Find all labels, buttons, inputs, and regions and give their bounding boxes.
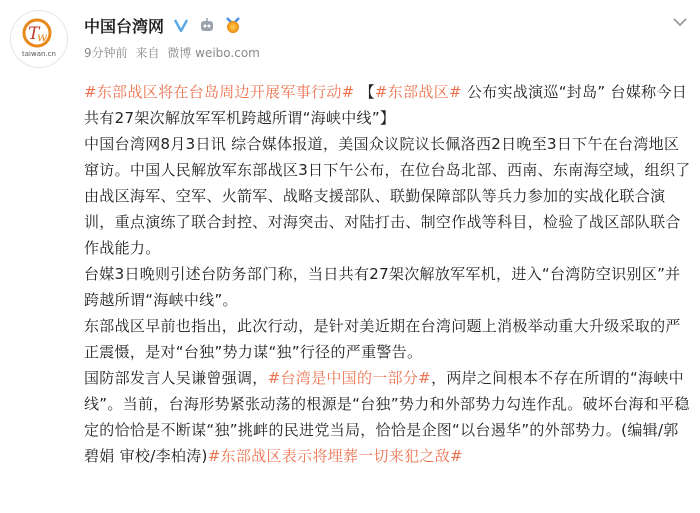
paragraph — [84, 365, 692, 469]
topic-link[interactable]: #东部战区# — [374, 83, 462, 101]
post-header — [0, 0, 700, 78]
paragraph-text: ，两岸之间根本不存在所谓的“海峡中线”。当前，台海形势紧张动荡的根源是“台独”势力和外部势力勾连作乱。破坏台海和平稳定的恰恰是不断谋“独”挑衅的民进党当局，恰恰是企图“以台遏华”的外部势力。(编辑/郭碧娟 审校/李柏涛) — [84, 369, 690, 465]
post-headline — [84, 79, 692, 131]
source-prefix: 来自 — [135, 46, 160, 60]
paragraph: 中国台湾网8月3日讯 综合媒体报道，美国众议院议长佩洛西2日晚至3日下午在台湾地区窜访。中国人民解放军东部战区3日下午公布，在位台岛北部、西南、东南海空域，组织了由战区海军、空军、火箭军、战略支援部队、联勤保障部队等兵力参加的实战化联合演训，重点演练了联合封控、对海突击、对陆打击、制空作战等科目，检验了战区部队联合作战能力。 — [84, 135, 691, 257]
robot-badge-icon — [198, 16, 216, 34]
headline-text: 公布实战演巡“封岛” 台媒称今日共有27架次解放军军机跨越所谓“海峡中线”】 — [84, 83, 688, 127]
post-time[interactable]: 9分钟前 — [84, 46, 128, 60]
paragraph-text: 国防部发言人吴谦曾强调， — [84, 369, 268, 387]
paragraph: 台媒3日晚则引述台防务部门称，当日共有27架次解放军军机，进入“台湾防空识别区”并跨越所谓“海峡中线”。 — [84, 265, 681, 309]
topic-link[interactable]: #东部战区将在台岛周边开展军事行动# — [84, 83, 355, 101]
verified-icon — [172, 16, 190, 34]
chevron-down-icon[interactable] — [670, 12, 690, 32]
topic-link[interactable]: #东部战区表示将埋葬一切来犯之敌# — [207, 447, 463, 465]
paragraph: 东部战区早前也指出，此次行动，是针对美近期在台湾问题上消极举动重大升级采取的严正震慑，是对“台独”势力谋“独”行径的严重警告。 — [84, 317, 681, 361]
taiwan-cn-logo-icon — [11, 11, 67, 67]
name-row — [84, 12, 242, 38]
medal-badge-icon — [224, 16, 242, 34]
svg-text:T: T — [28, 24, 40, 44]
logo-caption: taiwan.cn — [22, 50, 56, 58]
avatar[interactable] — [10, 10, 68, 68]
post-source: 微博 weibo.com — [167, 46, 260, 60]
post-body — [84, 79, 692, 469]
svg-text:w: w — [37, 30, 48, 44]
post-meta — [84, 44, 264, 61]
headline-text: 【 — [354, 83, 375, 101]
topic-link[interactable]: #台湾是中国的一部分# — [267, 369, 432, 387]
account-name[interactable]: 中国台湾网 — [84, 16, 165, 36]
